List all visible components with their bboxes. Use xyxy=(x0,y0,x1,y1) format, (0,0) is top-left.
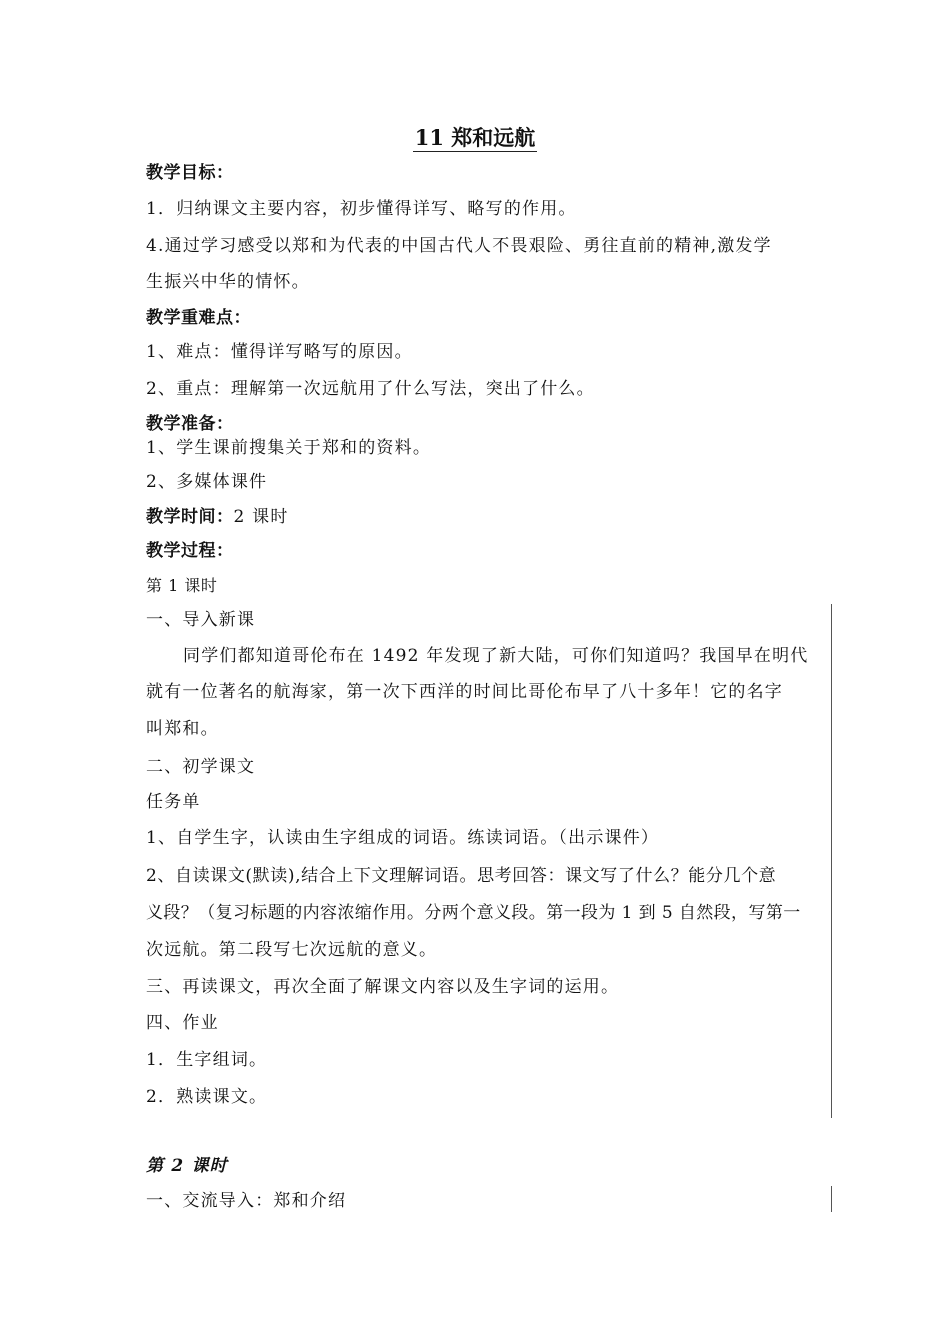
preparation-item: 2、多媒体课件 xyxy=(146,472,268,492)
objective-item: 1．归纳课文主要内容，初步懂得详写、略写的作用。 xyxy=(146,199,577,219)
margin-rule xyxy=(831,1186,832,1212)
lesson2-label: 第 2 课时 xyxy=(146,1156,228,1176)
paragraph-line: 叫郑和。 xyxy=(146,719,219,739)
page-title xyxy=(0,124,950,152)
lesson1-label: 第 1 课时 xyxy=(146,576,218,595)
section-heading: 二、初学课文 xyxy=(146,757,256,777)
margin-rule xyxy=(831,604,832,1118)
section-heading: 三、再读课文，再次全面了解课文内容以及生字词的运用。 xyxy=(146,977,620,997)
key-point-item: 1、难点：懂得详写略写的原因。 xyxy=(146,342,413,362)
teaching-time xyxy=(146,505,289,529)
homework-item: 1．生字组词。 xyxy=(146,1050,268,1070)
page-title-text: 11 郑和远航 xyxy=(414,125,536,150)
paragraph-line: 同学们都知道哥伦布在 1492 年发现了新大陆，可你们知道吗？我国早在明代 xyxy=(183,646,809,666)
process-heading: 教学过程： xyxy=(146,541,234,561)
preparation-item: 1、学生课前搜集关于郑和的资料。 xyxy=(146,438,432,458)
task-item: 义段？（复习标题的内容浓缩作用。分两个意义段。第一段为 1 到 5 自然段，写第一 xyxy=(146,903,801,923)
objectives-heading: 教学目标： xyxy=(146,163,234,183)
homework-item: 2．熟读课文。 xyxy=(146,1087,268,1107)
key-points-heading: 教学重难点： xyxy=(146,308,251,328)
task-list-label: 任务单 xyxy=(146,792,201,812)
task-item: 2、自读课文(默读),结合上下文理解词语。思考回答：课文写了什么？能分几个意 xyxy=(146,866,777,886)
section-heading: 四、作业 xyxy=(146,1013,219,1033)
objective-item: 生振兴中华的情怀。 xyxy=(146,272,310,292)
section-heading: 一、导入新课 xyxy=(146,610,256,630)
task-item: 次远航。第二段写七次远航的意义。 xyxy=(146,940,438,960)
time-value: 2 课时 xyxy=(233,507,289,527)
task-item: 1、自学生字，认读由生字组成的词语。练读词语。（出示课件） xyxy=(146,828,660,848)
paragraph-line: 就有一位著名的航海家，第一次下西洋的时间比哥伦布早了八十多年！它的名字 xyxy=(146,682,783,702)
preparation-heading: 教学准备： xyxy=(146,414,234,434)
time-heading: 教学时间： xyxy=(146,507,234,527)
section-heading: 一、交流导入：郑和介绍 xyxy=(146,1191,347,1211)
key-point-item: 2、重点：理解第一次远航用了什么写法，突出了什么。 xyxy=(146,379,595,399)
objective-item: 4.通过学习感受以郑和为代表的中国古代人不畏艰险、勇往直前的精神,激发学 xyxy=(146,236,772,256)
